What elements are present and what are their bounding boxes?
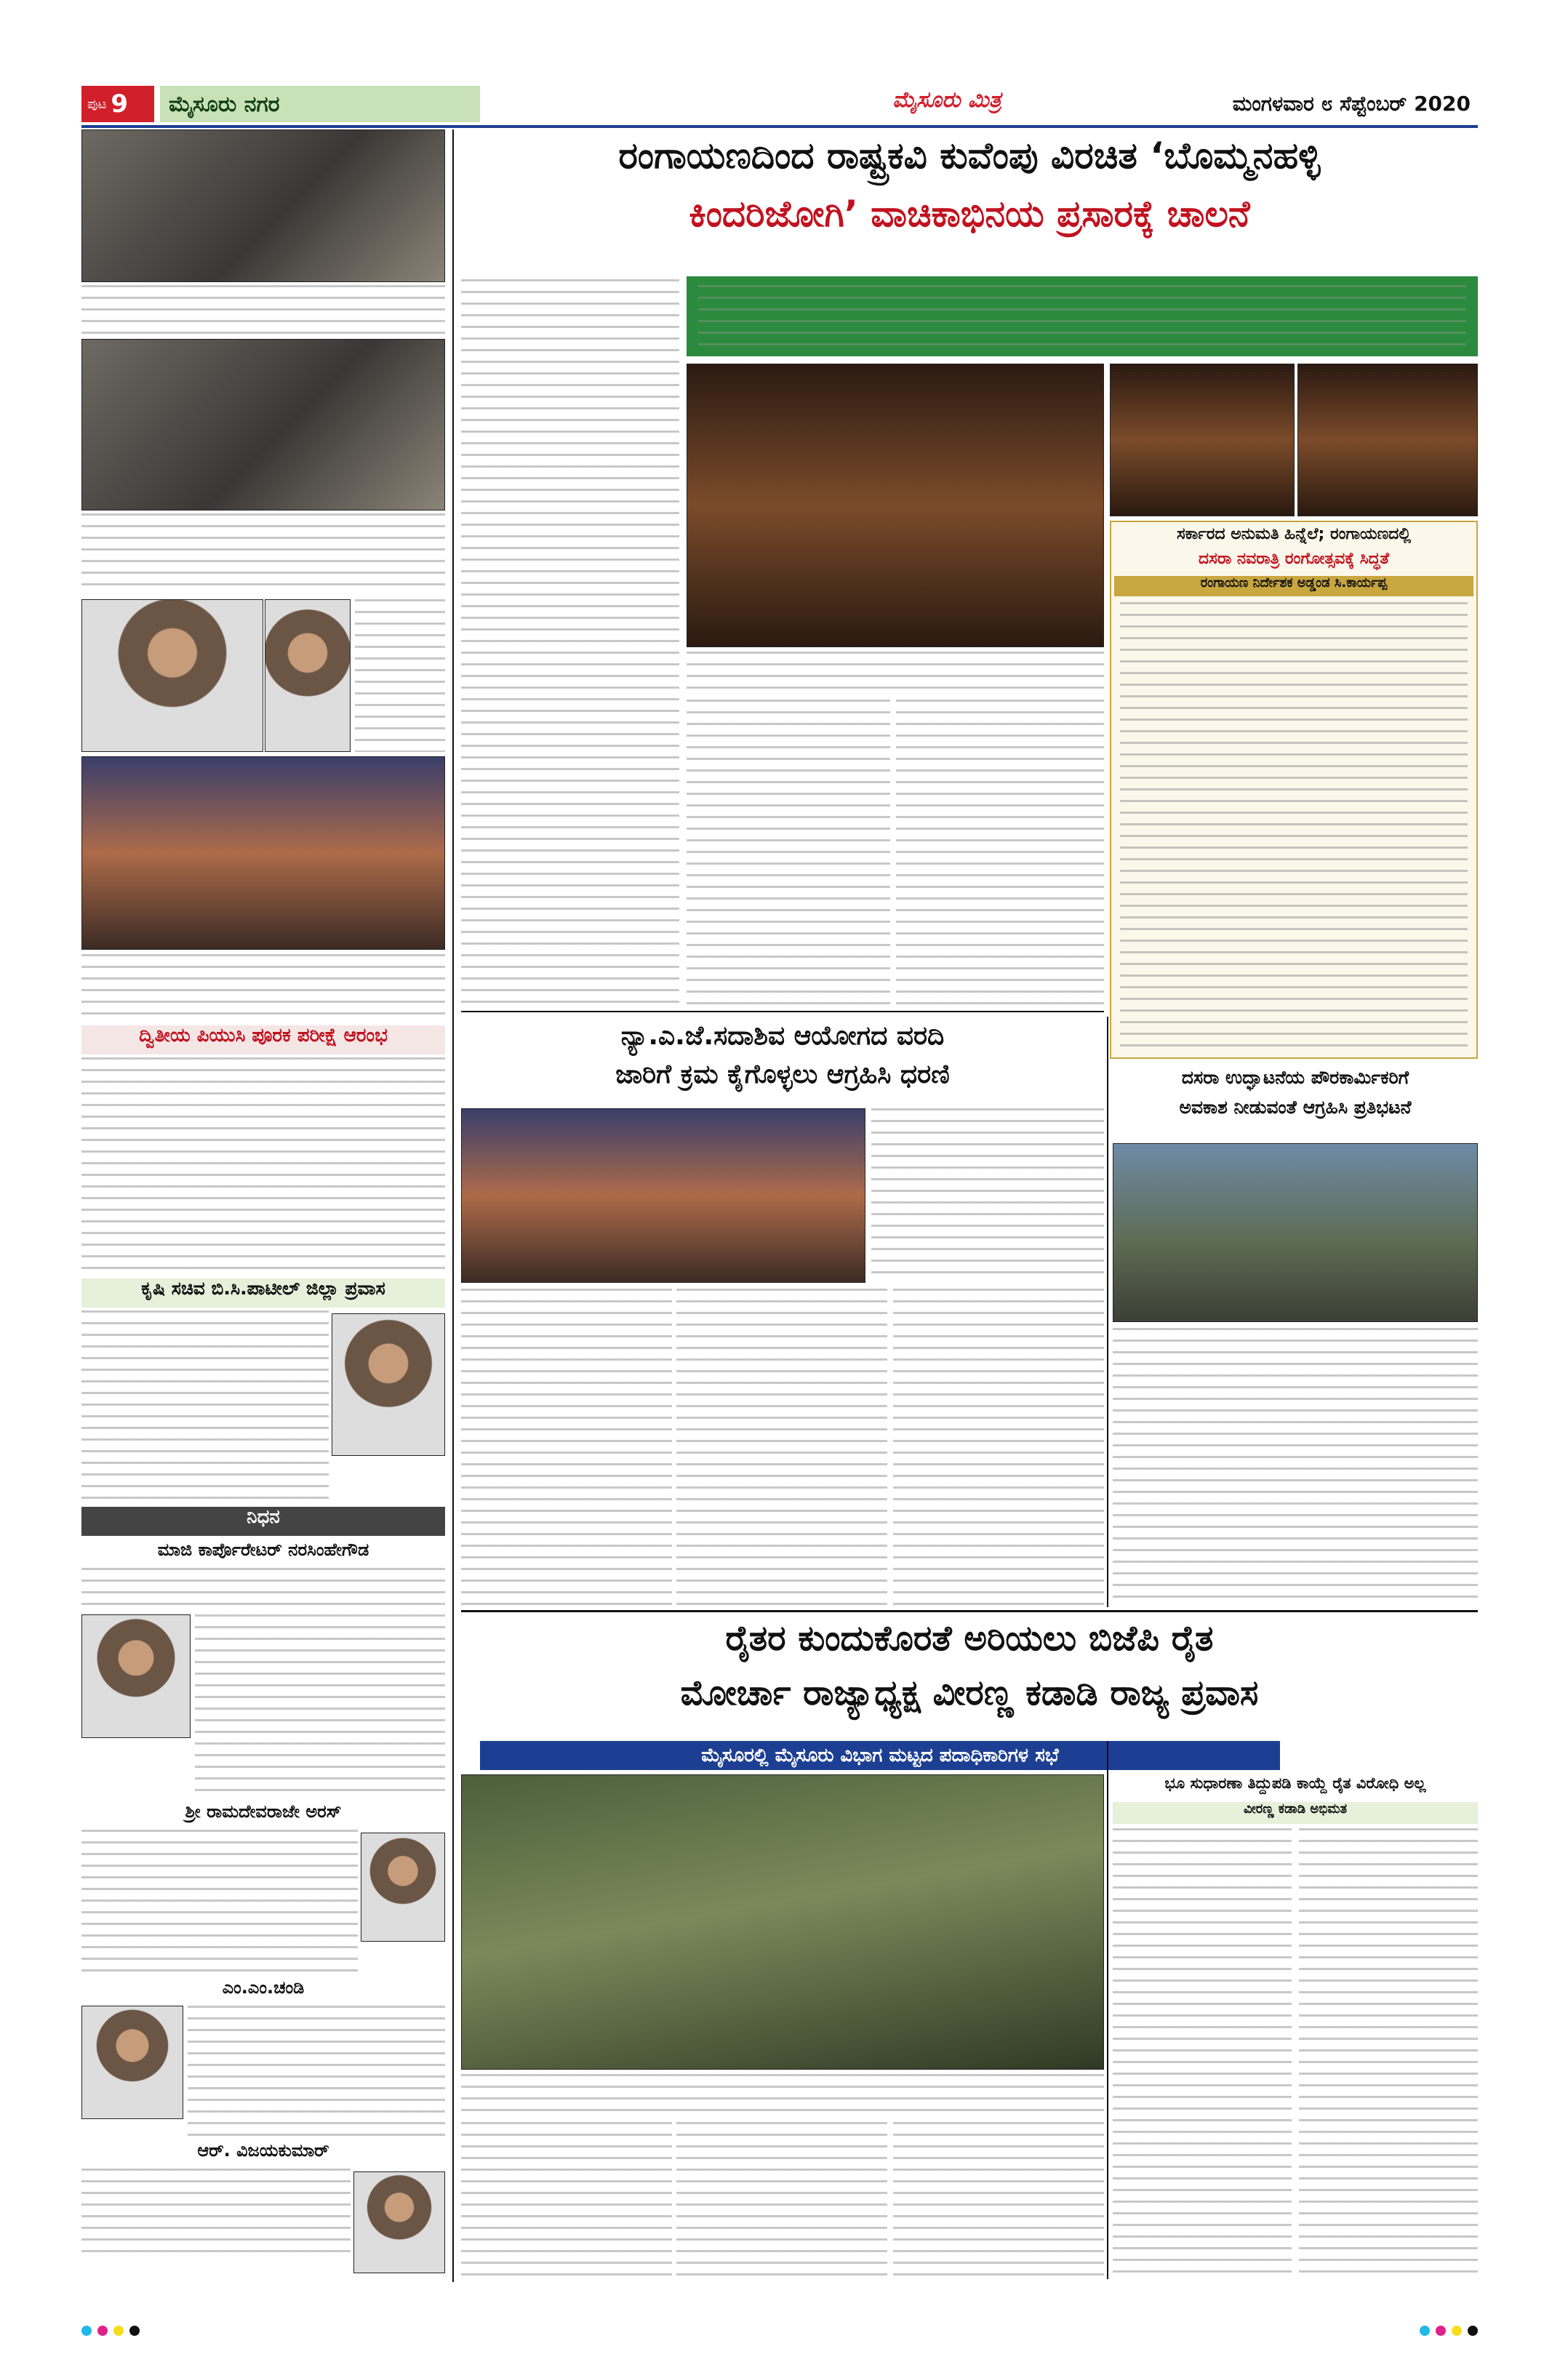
- pourakarmika-body: [1113, 1328, 1478, 1606]
- registration-dot-yellow-left: [113, 2326, 124, 2336]
- land-byline: ವೀರಣ್ಣ ಕಡಾಡಿ ಅಭಿಮತ: [1113, 1802, 1478, 1824]
- exam-body: [81, 1057, 445, 1276]
- photo-garland-2: [265, 599, 351, 752]
- registration-dot-magenta-left: [97, 2326, 108, 2336]
- sadashiva-side-text: [871, 1108, 1104, 1283]
- photo-minister: [332, 1313, 445, 1456]
- bjp-headline-2: ಮೋರ್ಚಾ ರಾಜ್ಯಾಧ್ಯಕ್ಷ ವೀರಣ್ಣ ಕಡಾಡಿ ರಾಜ್ಯ ಪ್ರವಾಸ: [680, 1673, 1259, 1714]
- caption-bjp: [461, 2074, 1104, 2118]
- photo-obit-3: [81, 2006, 183, 2119]
- lead-body-col2: [687, 700, 890, 1005]
- section-title: [160, 86, 480, 122]
- lead-body-col3: [896, 700, 1104, 1005]
- exam-headline: ದ್ವಿತೀಯ ಪಿಯುಸಿ ಪೂರಕ ಪರೀಕ್ಷೆ ಆರಂಭ: [81, 1025, 445, 1054]
- dasara-body: [1120, 602, 1468, 1053]
- mid-column-rule: [1107, 1017, 1108, 1607]
- pourakarmika-headline-box: [1113, 1063, 1478, 1139]
- caption-kindari: [687, 652, 1104, 695]
- photo-welcome-group: [81, 339, 445, 511]
- page-number-box: [81, 86, 154, 122]
- obit-body-4: [81, 2169, 351, 2256]
- sadashiva-body-1: [461, 1289, 672, 1606]
- dasara-headline-2: ದಸರಾ ನವರಾತ್ರಿ ರಂಗೋತ್ಸವಕ್ಕೆ ಸಿದ್ಧತೆ: [1198, 550, 1390, 568]
- sadashiva-body-2: [676, 1289, 887, 1606]
- footer-registration-marks: [81, 2324, 1478, 2339]
- issue-date: ಮಂಗಳವಾರ ೮ ಸೆಪ್ಟೆಂಬರ್ 2020: [1232, 92, 1471, 116]
- obit-name-3: ಎಂ.ಎಂ.ಚಂಡಿ: [222, 1977, 305, 1998]
- photo-obit-2: [361, 1833, 445, 1942]
- photo-garland-1: [81, 599, 263, 752]
- dasara-byline: ರಂಗಾಯಣ ನಿರ್ದೇಶಕ ಅಡ್ಡಂಡ ಸಿ.ಕಾರ್ಯಪ್ಪ: [1114, 576, 1473, 596]
- section-title-text: ಮೈಸೂರು ನಗರ: [169, 91, 280, 117]
- page-label: ಪುಟ: [87, 96, 107, 112]
- bjp-body-1: [461, 2122, 672, 2279]
- obit-name-4: ಆರ್. ವಿಜಯಕುಮಾರ್: [197, 2140, 329, 2161]
- caption-garland: [355, 599, 445, 752]
- bjp-column-rule: [1107, 1741, 1108, 2279]
- bjp-top-rule: [461, 1610, 1478, 1612]
- masthead: [81, 81, 1478, 127]
- page-number: 9: [111, 89, 129, 119]
- lead-highlight-text: [698, 285, 1466, 348]
- photo-play-scene-2: [1297, 364, 1478, 516]
- sadashiva-headline-1: ನ್ಯಾ.ಎ.ಜೆ.ಸದಾಶಿವ ಆಯೋಗದ ವರದಿ: [620, 1021, 945, 1051]
- lead-bottom-rule: [461, 1011, 1104, 1012]
- paper-name: ಮೈಸೂರು ಮಿತ್ರ: [892, 87, 1001, 113]
- obit-body-3: [188, 2006, 445, 2137]
- caption-welcome: [81, 513, 445, 595]
- photo-protest: [1113, 1143, 1478, 1322]
- photo-bjp-meeting: [461, 1774, 1104, 2070]
- sadashiva-headline-2: ಜಾರಿಗೆ ಕ್ರಮ ಕೈಗೊಳ್ಳಲು ಆಗ್ರಹಿಸಿ ಧರಣಿ: [615, 1060, 950, 1090]
- bjp-subhead: ಮೈಸೂರಲ್ಲಿ ಮೈಸೂರು ವಿಭಾಗ ಮಟ್ಟದ ಪದಾಧಿಕಾರಿಗಳ ಸಭೆ: [480, 1741, 1280, 1770]
- registration-dot-yellow-right: [1452, 2326, 1462, 2336]
- lead-headline-line1: ರಂಗಾಯಣದಿಂದ ರಾಷ್ಟ್ರಕವಿ ಕುವೆಂಪು ವಿರಚಿತ ‘ಬೊಮ್ಮನಹಳ್ಳಿ: [618, 135, 1321, 177]
- photo-obit-1: [81, 1614, 191, 1738]
- dasara-headline-1: ಸರ್ಕಾರದ ಅನುಮತಿ ಹಿನ್ನೆಲೆ; ರಂಗಾಯಣದಲ್ಲಿ: [1176, 525, 1412, 543]
- pourakarmika-headline-1: ದಸರಾ ಉದ್ಘಾಟನೆಯ ಪೌರಕಾರ್ಮಿಕರಿಗೆ: [1181, 1067, 1409, 1088]
- registration-dot-cyan-left: [81, 2326, 92, 2336]
- bjp-body-3: [893, 2122, 1104, 2279]
- registration-dot-black-left: [129, 2326, 140, 2336]
- land-body-1: [1113, 1828, 1292, 2279]
- minister-body: [81, 1310, 329, 1501]
- photo-swamiji-visit: [81, 756, 445, 950]
- bjp-body-2: [676, 2122, 887, 2279]
- pourakarmika-headline-2: ಅವಕಾಶ ನೀಡುವಂತೆ ಆಗ್ರಹಿಸಿ ಪ್ರತಿಭಟನೆ: [1179, 1096, 1412, 1118]
- photo-dharna: [461, 1108, 865, 1283]
- masthead-rule: [81, 125, 1478, 128]
- minister-headline: ಕೃಷಿ ಸಚಿವ ಬಿ.ಸಿ.ಪಾಟೀಲ್ ಜಿಲ್ಲಾ ಪ್ರವಾಸ: [81, 1278, 445, 1308]
- registration-dot-black-right: [1468, 2326, 1478, 2336]
- obit-header: ನಿಧನ: [81, 1507, 445, 1536]
- registration-dot-magenta-right: [1436, 2326, 1446, 2336]
- obit-name-2: ಶ್ರೀ ರಾಮದೇವರಾಜೇ ಅರಸ್: [185, 1801, 342, 1822]
- obit-name-1: ಮಾಜಿ ಕಾರ್ಪೊರೇಟರ್ ನರಸಿಂಹೇಗೌಡ: [157, 1540, 369, 1560]
- photo-play-scene-1: [1110, 364, 1295, 516]
- photo-kindari-launch: [687, 364, 1104, 647]
- caption-swamiji: [81, 954, 445, 1021]
- land-body-2: [1299, 1828, 1478, 2279]
- obit-body-2: [81, 1830, 358, 1972]
- lead-body-col1: [461, 279, 679, 1006]
- registration-dot-cyan-right: [1420, 2326, 1430, 2336]
- obit-body-1: [81, 1568, 445, 1612]
- photo-obit-4: [353, 2171, 445, 2273]
- obit-body-1b: [195, 1614, 445, 1796]
- caption-muda: [81, 285, 445, 336]
- bjp-headline-1: ರೈತರ ಕುಂದುಕೊರತೆ ಅರಿಯಲು ಬಿಜೆಪಿ ರೈತ: [725, 1618, 1214, 1659]
- sadashiva-headline-box: [461, 1017, 1104, 1104]
- photo-muda-felicitation: [81, 129, 445, 282]
- lead-headline-line2: ಕಿಂದರಿಜೋಗಿ’ ವಾಚಿಕಾಭಿನಯ ಪ್ರಸಾರಕ್ಕೆ ಚಾಲನೆ: [689, 192, 1250, 235]
- bjp-headline-box: [461, 1614, 1478, 1737]
- land-headline: ಭೂ ಸುಧಾರಣಾ ತಿದ್ದುಪಡಿ ಕಾಯ್ದೆ ರೈತ ವಿರೋಧಿ ಅಲ್ಲ: [1164, 1774, 1426, 1792]
- sadashiva-body-3: [893, 1289, 1104, 1606]
- lead-headline-box: [461, 129, 1478, 275]
- left-column-rule: [452, 129, 454, 2282]
